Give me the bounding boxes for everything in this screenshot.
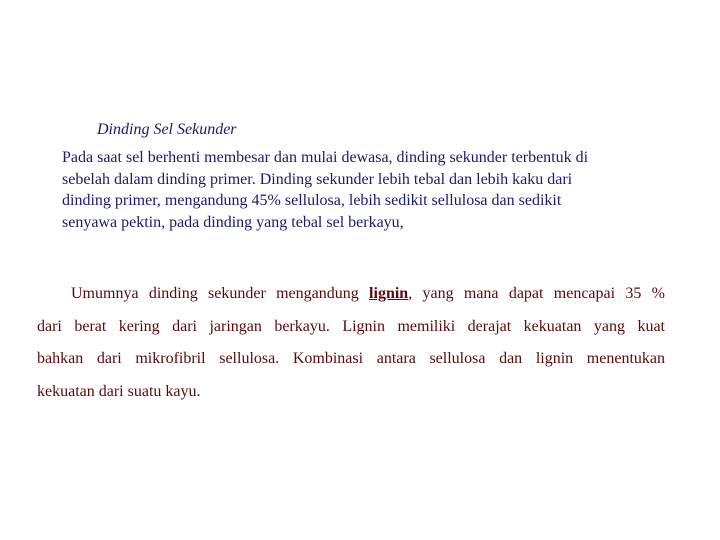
paragraph1-line: dinding primer, mengandung 45% sellulosa, lebih sedikit sellulosa dan sedikit (62, 192, 562, 209)
paragraph2-line (37, 282, 665, 315)
section-heading: Dinding Sel Sekunder (97, 121, 237, 138)
paragraph2-line: dari berat kering dari jaringan berkayu. Lignin memiliki derajat kekuatan yang kuat (37, 317, 665, 335)
paragraph1-line: Pada saat sel berhenti membesar dan mulai dewasa, dinding sekunder terbentuk di (62, 149, 589, 166)
paragraph-secondary-wall (62, 147, 662, 233)
paragraph2-line: bahkan dari mikrofibril sellulosa. Kombinasi antara sellulosa dan lignin menentukan (37, 350, 665, 368)
paragraph2-text: Umumnya dinding sekunder mengandung (71, 285, 370, 302)
paragraph-lignin (37, 282, 665, 413)
lignin-keyword: lignin (369, 285, 409, 302)
paragraph2-line: kekuatan dari suatu kayu. (37, 383, 201, 401)
paragraph1-line: sebelah dalam dinding primer. Dinding sekunder lebih tebal dan lebih kaku dari (62, 170, 573, 188)
paragraph2-text: , yang mana dapat mencapai 35 % (408, 285, 666, 302)
paragraph1-line: senyawa pektin, pada dinding yang tebal sel berkayu, (62, 213, 404, 231)
